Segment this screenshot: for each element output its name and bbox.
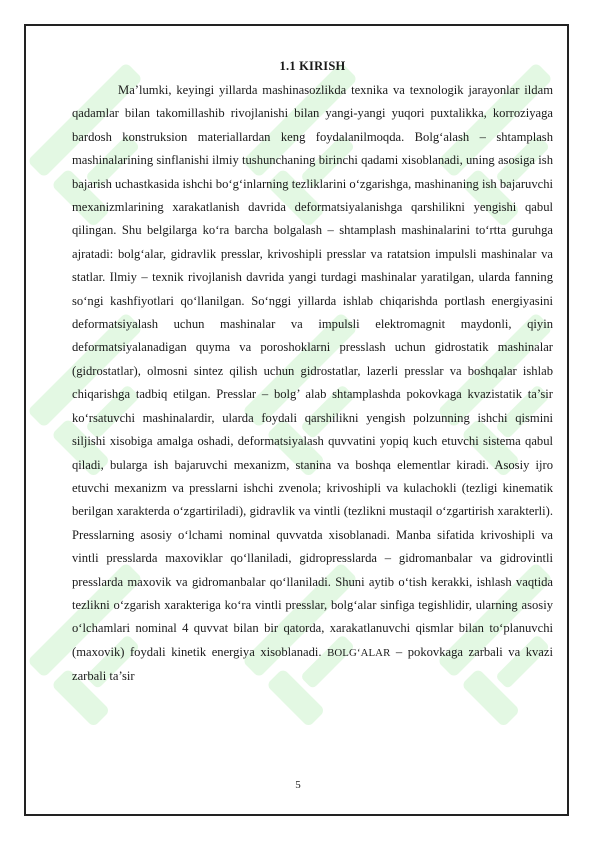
paragraph-main-text: Ma’lumki, keyingi yillarda mashinasozlikda texnika va texnologik jarayonlar ildam qadamlar bilan takomillashib rivojlanishi bilan yangi-yangi yuqori puxtalikka, korroziyaga bardosh konstruksion materiallardan keng foydalanilmoqda. Bolg‘alash – shtamplash mashinalarining sinflanishi ilmiy tushunchaning birinchi qadami xisoblanadi, uning asosiga ish bajarish uchastkasida ishchi bo‘g‘inlarning tezliklarini o‘zgarishga, mashinaning ish bajaruvchi mexanizmlarining xarakatlanish davrida deformatsiyalanishga qarshilikni yengishi qabul qilingan. Shu belgilarga ko‘ra barcha bolgalash – shtamplash mashinalarini to‘rtta guruhga ajratadi: bolg‘alar, gidravlik presslar, krivoshipli presslar va ratatsion impulsli mashinalar va statlar. Ilmiy – texnik rivojlanish davrida yangi turdagi mashinalar yaratilgan, ularda fanning so‘ngi kashfiyotlari qo‘llanilgan. So‘nggi yillarda ishlab chiqarishda portlash energiyasini deformatsiyalash uchun mashinalar va impulsli elektromagnit maydonli, qiyin deformatsiyalanadigan quyma va poroshoklarni presslash uchun gidrostatik mashinalar (gidrostatlar), olmosni sintez qilish uchun gidrostatlar, lazerli presslar va boshqalar ishlab chiqarishga tadbiq etilgan. Presslar – bolg’ alab shtamplashda pokovkaga kvazistatik ta’sir ko‘rsatuvchi mashinalardir, ularda foydali qarshilikni yengish polzunning ishchi qismini siljishi xisobiga amalga oshadi, deformatsiyalash quvvatini yopiq kuch etuvchi sistema qabul qiladi, bularga ish bajaruvchi mexanizm, stanina va boshqa elementlar kiradi. Asosiy ijro etuvchi mexanizm va presslarni ishchi zvenola; krivoshipli va kulachokli (tezligi kinematik berilgan xarakterda o‘zgartiriladi), gidravlik va vintli (tezlikni mustaqil o‘zgartirish xarakterli). Presslarning asosiy o‘lchami nominal quvvatda xisoblanadi. Manba sifatida krivoshipli va vintli presslarda maxoviklar qo‘llaniladi, gidropresslarda – gidromanbalar va gidrovintli presslarda maxovik va gidromanbalar qo‘llaniladi. Shuni aytib o‘tish kerakki, ishlash vaqtida tezlikni o‘zgarish xarakteriga ko‘ra vintli presslar, bolg‘alar sinfiga tegishlidir, ularning asosiy o‘lchamlari nominal 4 quvvat bilan bir qatorda, xarakatlanuvchi qismlar bilan to‘planuvchi (maxovik) foydali kinetik energiya xisoblanadi.: [72, 83, 553, 659]
section-heading: 1.1 KIRISH: [279, 59, 346, 73]
paragraph-tail-text: – pokovkaga zarbali va kvazi zarbali ta’sir: [72, 644, 553, 684]
smallcaps-term: BOLG‘ALAR: [327, 646, 391, 659]
document-body: [72, 56, 553, 689]
body-paragraph: [72, 79, 553, 689]
page-number: 5: [295, 779, 301, 791]
